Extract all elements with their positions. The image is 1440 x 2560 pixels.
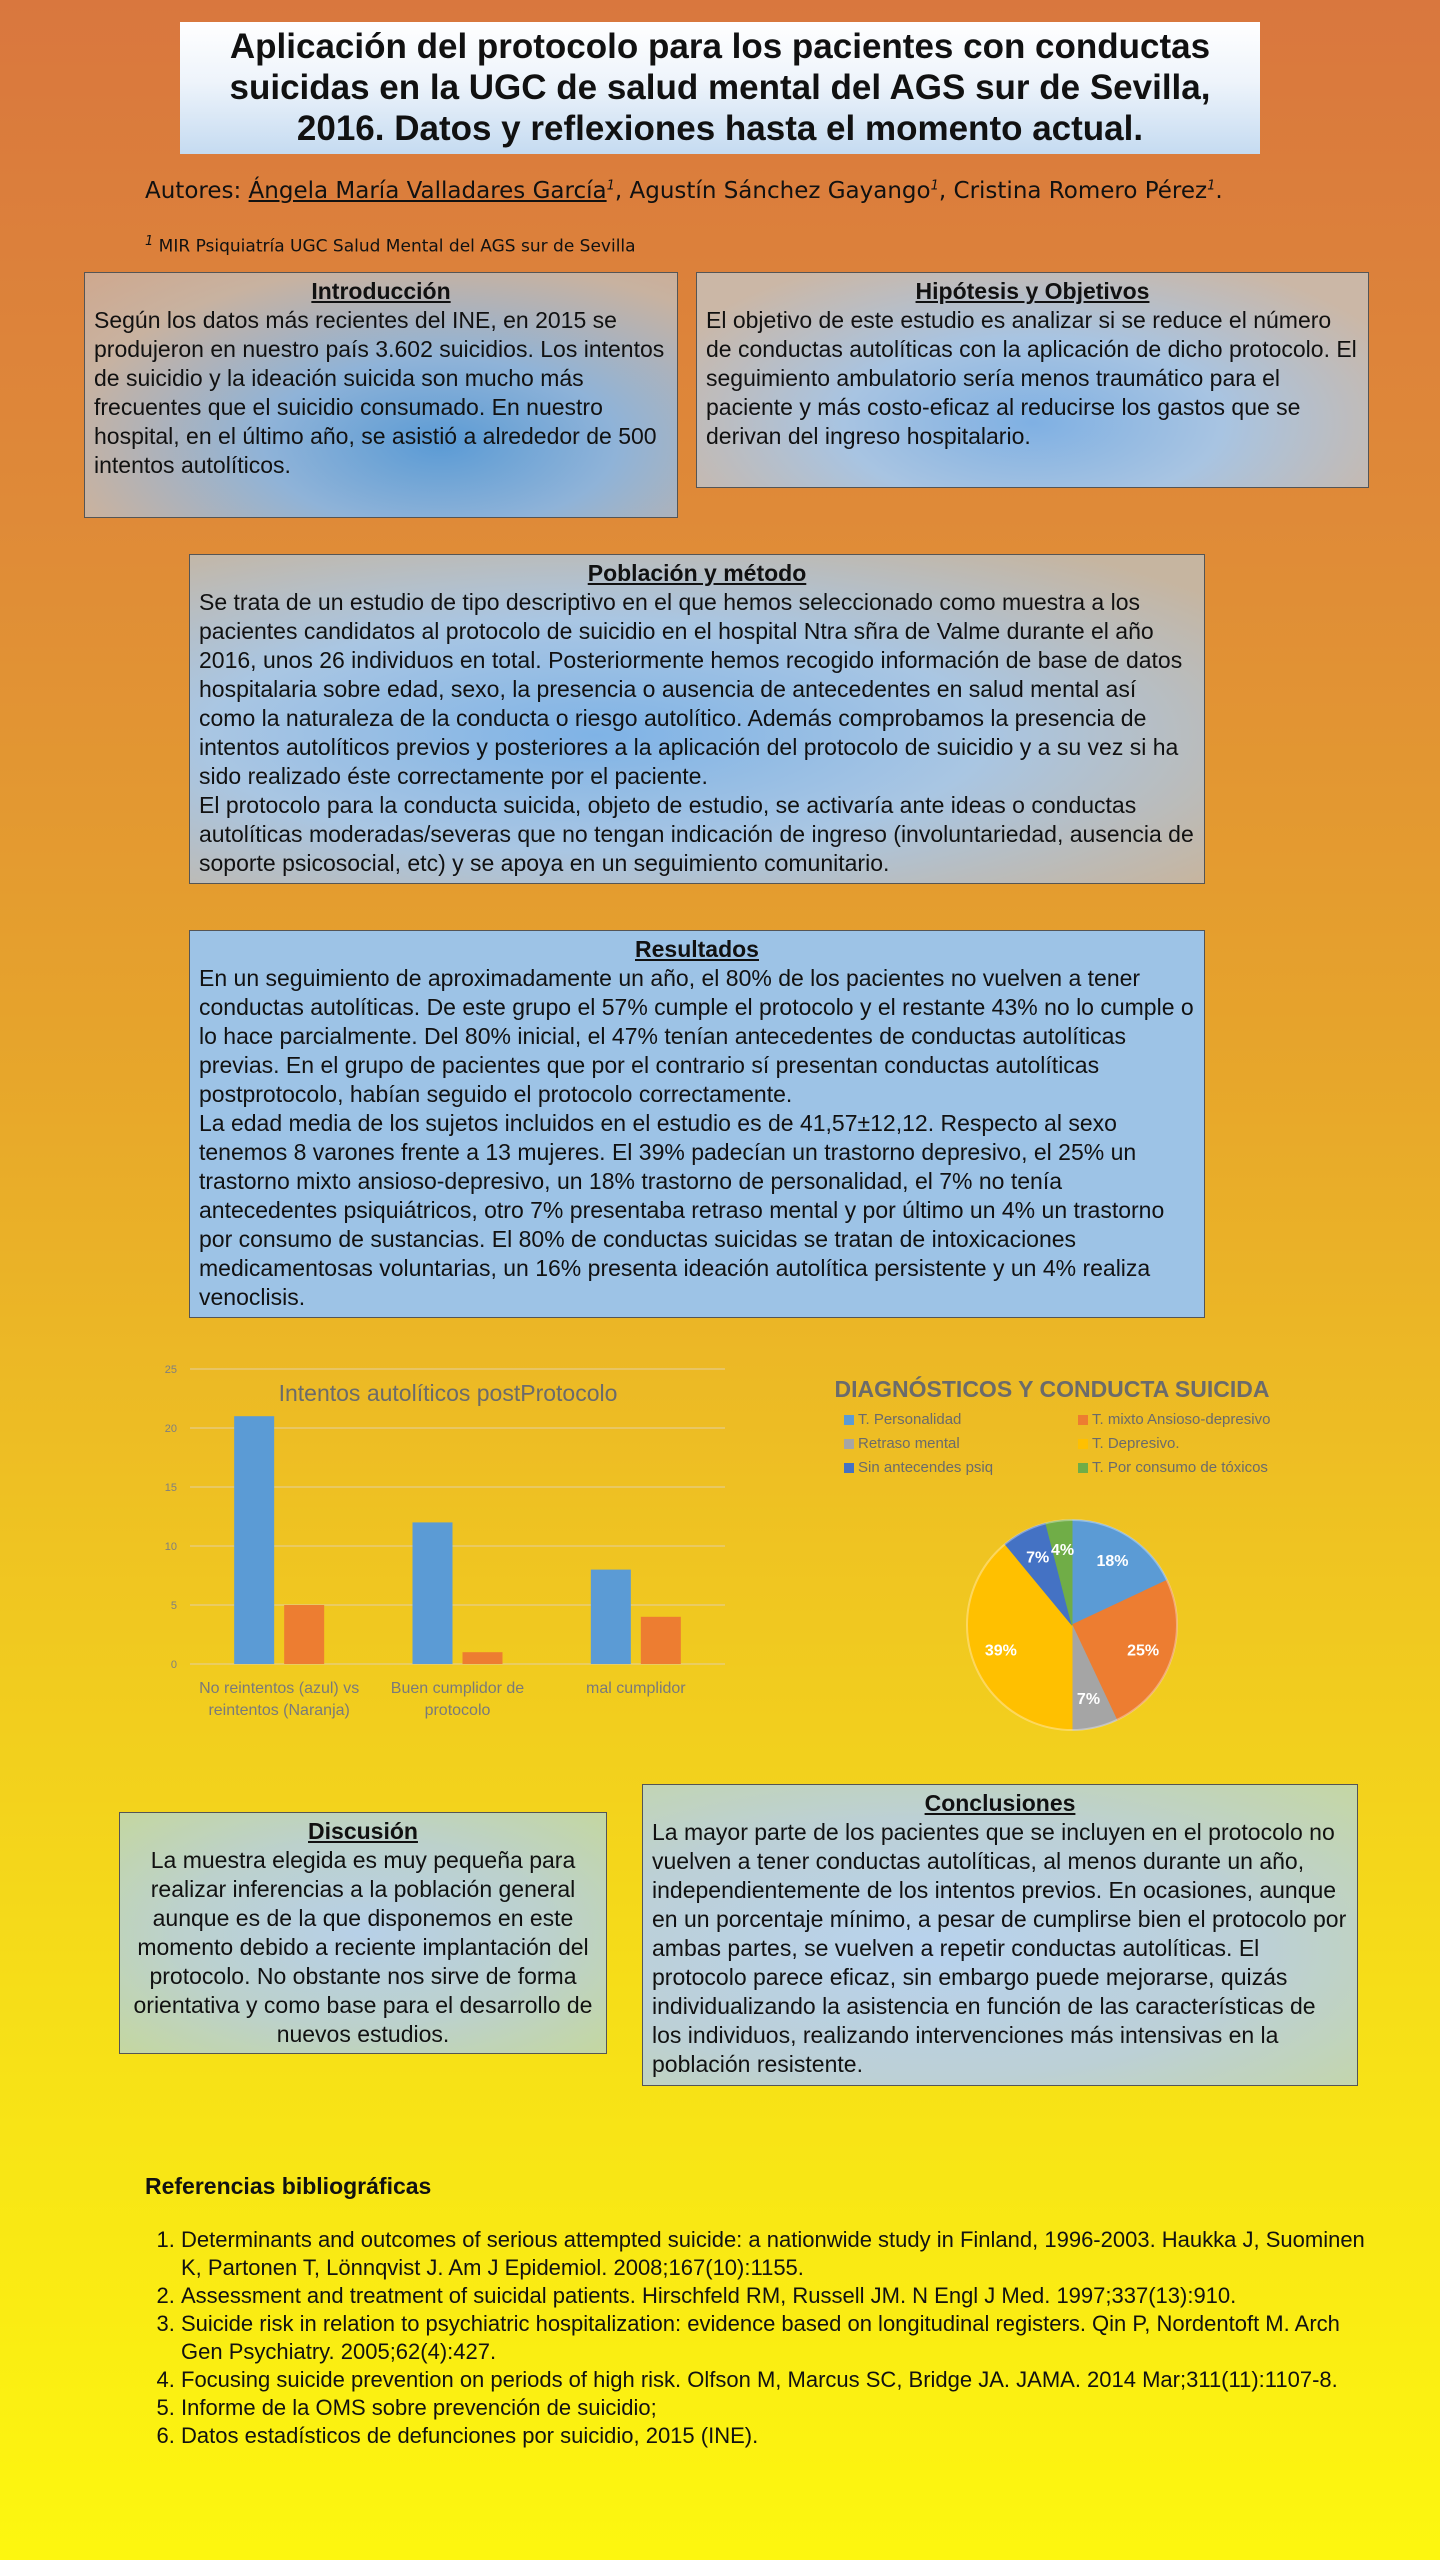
- introduction-heading: Introducción: [311, 278, 451, 304]
- population-text-1: Se trata de un estudio de tipo descriptivo en el que hemos seleccionado como muestra a los pacientes candidatos al protocolo de suicidio en el hospital Ntra sñra de Valme durante el año 2016, unos 26 individuos en total. Posteriormente hemos recogido información de base de datos hospitalaria sobre edad, sexo, la presencia o ausencia de antecedentes en salud mental así como la naturaleza de la conducta o riesgo autolítico. Además comprobamos la presencia de intentos autolíticos previos y posteriores a la aplicación del protocolo de suicidio y a su vez si ha sido realizado éste correctamente por el paciente.: [199, 589, 1183, 789]
- bar-x-tick-label: mal cumplidor: [586, 1680, 686, 1697]
- author-sep-2: ,: [938, 178, 954, 204]
- authors-line: [145, 178, 1223, 204]
- discussion-box: [119, 1812, 607, 2054]
- pie-legend-swatch: [1078, 1439, 1088, 1449]
- pie-data-label: 7%: [1076, 1690, 1101, 1708]
- title-line-2: suicidas en la UGC de salud mental del AGS sur de Sevilla,: [229, 68, 1211, 107]
- poster-title: [180, 22, 1260, 154]
- bar-x-tick-label: reintentos (Naranja): [208, 1702, 350, 1719]
- author-3: Cristina Romero Pérez: [953, 178, 1208, 204]
- results-heading: Resultados: [635, 936, 759, 962]
- pie-legend-label: T. Por consumo de tóxicos: [1092, 1459, 1268, 1476]
- reference-item: 3. Suicide risk in relation to psychiatric hospitalization: evidence based on longitudinal registers. Qin P, Nordentoft M. Arch Gen Psychiatry. 2005;62(4):427.: [181, 2310, 1365, 2366]
- reference-item: 1. Determinants and outcomes of serious attempted suicide: a nationwide study in Finland, 1996-2003. Haukka J, Suominen K, Partonen T, Lönnqvist J. Am J Epidemiol. 2008;167(10):1155.: [181, 2226, 1365, 2282]
- pie-legend-swatch: [1078, 1463, 1088, 1473]
- pie-legend-label: T. Personalidad: [858, 1411, 962, 1428]
- bar-chart: [150, 1352, 740, 1752]
- pie-chart: [800, 1352, 1360, 1752]
- bar-azul: [591, 1570, 631, 1664]
- results-box: [189, 930, 1205, 1318]
- pie-data-label: 4%: [1050, 1541, 1075, 1559]
- affiliation: [145, 234, 636, 257]
- conclusions-text: La mayor parte de los pacientes que se incluyen en el protocolo no vuelven a tener conductas autolíticas, al menos durante un año, independientemente de los intentos previos. En ocasiones, aunque en un porcentaje mínimo, a pesar de cumplirse bien el protocolo por ambas partes, se vuelven a repetir conductas autolíticas. El protocolo parece eficaz, sin embargo puede mejorarse, quizás individualizando la asistencia en función de las características de los individuos, realizando intervenciones más intensivas en la población resistente.: [652, 1819, 1347, 2077]
- hypothesis-text: El objetivo de este estudio es analizar si se reduce el número de conductas autolíticas con la aplicación de dicho protocolo. El seguimiento ambulatorio sería menos traumático para el paciente y más costo-eficaz al reducirse los gastos que se derivan del ingreso hospitalario.: [706, 307, 1357, 449]
- results-text-2: La edad media de los sujetos incluidos en el estudio es de 41,57±12,12. Respecto al sexo tenemos 8 varones frente a 13 mujeres. El 39% padecían un trastorno depresivo, el 25% un trastorno mixto ansioso-depresivo, un 18% trastorno de personalidad, el 7% no tenía antecedentes psiquiátricos, otro 7% presentaba retraso mental y por último un 4% un trastorno por consumo de sustancias. El 80% de conductas suicidas se tratan de intoxicaciones medicamentosas voluntarias, un 16% presenta ideación autolítica persistente y un 4% realiza venoclisis.: [199, 1110, 1165, 1310]
- bar-x-tick-label: No reintentos (azul) vs: [199, 1680, 360, 1697]
- reference-item: 6. Datos estadísticos de defunciones por suicidio, 2015 (INE).: [181, 2422, 1365, 2450]
- pie-legend-swatch: [844, 1439, 854, 1449]
- references-section: [145, 2172, 1365, 2450]
- hypothesis-heading: Hipótesis y Objetivos: [915, 278, 1150, 304]
- discussion-text: La muestra elegida es muy pequeña para realizar inferencias a la población general aunque es de la que disponemos en este momento debido a reciente implantación del protocolo. No obstante nos sirve de forma orientativa y como base para el desarrollo de nuevos estudios.: [133, 1847, 593, 2047]
- results-text-1: En un seguimiento de aproximadamente un año, el 80% de los pacientes no vuelven a tener conductas autolíticas. De este grupo el 57% cumple el protocolo y el restante 43% no lo cumple o lo hace parcialmente. Del 80% inicial, el 47% tenían antecedentes de conductas autolíticas previas. En el grupo de pacientes que por el contrario sí presentan conductas autolíticas postprotocolo, habían seguido el protocolo correctamente.: [199, 965, 1194, 1107]
- bar-naranja: [284, 1605, 324, 1664]
- authors-end: .: [1215, 178, 1223, 204]
- discussion-heading: Discusión: [308, 1818, 418, 1844]
- population-box: [189, 554, 1205, 884]
- population-heading: Población y método: [587, 560, 807, 586]
- bar-y-tick-label: 15: [164, 1482, 177, 1494]
- pie-chart-title: DIAGNÓSTICOS Y CONDUCTA SUICIDA: [834, 1376, 1270, 1402]
- pie-legend-label: T. Depresivo.: [1092, 1435, 1180, 1452]
- bar-y-tick-label: 25: [164, 1364, 177, 1376]
- bar-y-tick-label: 10: [164, 1541, 177, 1553]
- conclusions-box: [642, 1784, 1358, 2086]
- author-sep-1: ,: [614, 178, 630, 204]
- author-1: Ángela María Valladares García: [248, 178, 607, 204]
- pie-legend-swatch: [1078, 1415, 1088, 1425]
- bar-x-tick-label: Buen cumplidor de: [390, 1680, 525, 1697]
- pie-data-label: 39%: [984, 1642, 1017, 1660]
- pie-legend-label: Retraso mental: [858, 1435, 960, 1452]
- bar-y-tick-label: 20: [164, 1423, 177, 1435]
- author-2-sup: 1: [930, 178, 939, 194]
- authors-prefix: Autores:: [145, 178, 249, 204]
- bar-x-tick-label: protocolo: [424, 1702, 491, 1719]
- pie-legend-label: T. mixto Ansioso-depresivo: [1092, 1411, 1271, 1428]
- title-line-3: 2016. Datos y reflexiones hasta el momento actual.: [296, 109, 1144, 148]
- pie-data-label: 7%: [1026, 1549, 1050, 1567]
- pie-legend-label: Sin antecendes psiq: [858, 1459, 994, 1476]
- author-1-sup: 1: [606, 178, 615, 194]
- population-text-2: El protocolo para la conducta suicida, objeto de estudio, se activaría ante ideas o conductas autolíticas moderadas/severas que no tengan indicación de ingreso (involuntariedad, ausencia de soporte psicosocial, etc) y se apoya en un seguimiento comunitario.: [199, 792, 1194, 876]
- bar-y-tick-label: 0: [170, 1659, 177, 1671]
- pie-legend-swatch: [844, 1415, 854, 1425]
- bar-y-tick-label: 5: [170, 1600, 177, 1612]
- bar-naranja: [641, 1617, 681, 1664]
- affiliation-sup: 1: [145, 234, 154, 249]
- pie-data-label: 18%: [1096, 1553, 1129, 1571]
- reference-item: 4. Focusing suicide prevention on periods of high risk. Olfson M, Marcus SC, Bridge JA. JAMA. 2014 Mar;311(11):1107-8.: [181, 2366, 1365, 2394]
- bar-azul: [413, 1522, 453, 1664]
- reference-item: 2. Assessment and treatment of suicidal patients. Hirschfeld RM, Russell JM. N Engl J Med. 1997;337(13):910.: [181, 2282, 1365, 2310]
- reference-item: 5. Informe de la OMS sobre prevención de suicidio;: [181, 2394, 1365, 2422]
- hypothesis-box: [696, 272, 1369, 488]
- pie-legend-swatch: [844, 1463, 854, 1473]
- conclusions-heading: Conclusiones: [924, 1790, 1076, 1816]
- references-list: [145, 2226, 1365, 2450]
- bar-azul: [234, 1416, 274, 1664]
- affiliation-text: MIR Psiquiatría UGC Salud Mental del AGS sur de Sevilla: [153, 236, 636, 257]
- bar-naranja: [463, 1652, 503, 1664]
- introduction-text: Según los datos más recientes del INE, en 2015 se produjeron en nuestro país 3.602 suicidios. Los intentos de suicidio y la ideación suicida son mucho más frecuentes que el suicidio consumado. En nuestro hospital, en el último año, se asistió a alrededor de 500 intentos autolíticos.: [94, 307, 665, 478]
- introduction-box: [84, 272, 678, 518]
- title-line-1: Aplicación del protocolo para los pacientes con conductas: [229, 27, 1211, 66]
- bar-chart-title: Intentos autolíticos postProtocolo: [278, 1380, 618, 1406]
- author-3-sup: 1: [1207, 178, 1216, 194]
- pie-data-label: 25%: [1127, 1642, 1160, 1660]
- author-2: Agustín Sánchez Gayango: [629, 178, 931, 204]
- references-heading: Referencias bibliográficas: [145, 2173, 432, 2199]
